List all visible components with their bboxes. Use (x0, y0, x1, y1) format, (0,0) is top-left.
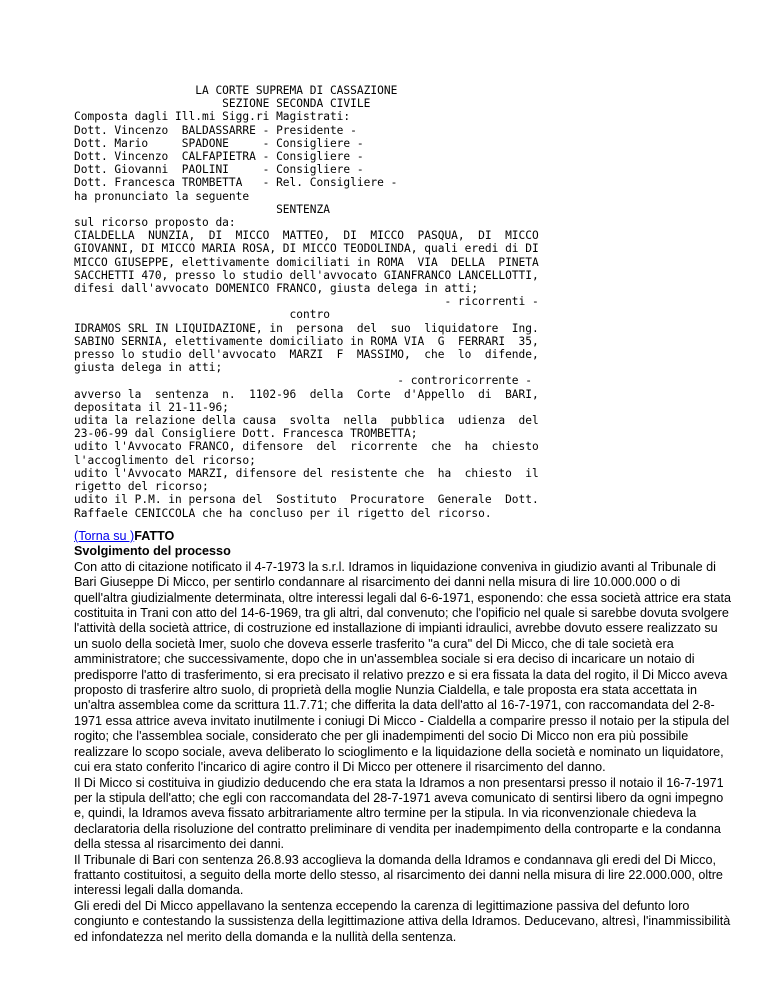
header-line-franco-1: udito l'Avvocato FRANCO, difensore del ricorrente che ha chiesto (74, 440, 539, 454)
header-line-resp-4: giusta delega in atti; (74, 361, 223, 375)
header-line-section: SEZIONE SECONDA CIVILE (74, 97, 371, 111)
fatto-heading-row (74, 529, 734, 544)
header-line-court: LA CORTE SUPREMA DI CASSAZIONE (74, 84, 398, 97)
document-body (74, 529, 734, 945)
header-line-composed: Composta dagli Ill.mi Sigg.ri Magistrati: (74, 110, 351, 124)
header-line-udita-1: udita la relazione della causa svolta nella pubblica udienza del (74, 414, 539, 428)
header-line-ricorso: sul ricorso proposto da: (74, 216, 236, 230)
header-line-resp-1: IDRAMOS SRL IN LIQUIDAZIONE, in persona del suo liquidatore Ing. (74, 321, 539, 335)
header-line-controricorrente: - controricorrente - (74, 374, 533, 388)
header-line-parties-4: SACCHETTI 470, presso lo studio dell'avvocato GIANFRANCO LANCELLOTTI, (74, 268, 539, 282)
paragraph-citazione: Con atto di citazione notificato il 4-7-1973 la s.r.l. Idramos in liquidazione conveniva in giudizio avanti al Tribunale di Bari Giuseppe Di Micco, per sentirlo condannare al risarcimento dei danni nella misura di lire 10.000.000 o di quell'altra giudizialmente determinata, oltre interessi legali dal 6-6-1971, esponendo: che essa società attrice era stata costituita in Trani con atto del 14-6-1969, tra gli altri, dal convenuto; che l'opificio nel quale si sarebbe dovuta svolgere l'attività della società attrice, di costruzione ed installazione di impianti idraulici, avrebbe dovuto essere realizzato su un suolo della società Imer, suolo che doveva esserle trasferito "a cura" del Di Micco, che di tale società era amministratore; che successivamente, dopo che in un'assemblea sociale si era deciso di incaricare un notaio di predisporre l'atto di trasferimento, si era precisato il relativo prezzo e si era fissata la data del rogito, il Di Micco aveva proposto di trasferire altro suolo, di proprietà della moglie Nunzia Cialdella, e tale proposta era stata accettata in un'altra assemblea come da scrittura 11.7.71; che differita la data dell'atto al 16-7-1971, con raccomandata del 2-8-1971 essa attrice aveva invitato inutilmente i coniugi Di Micco - Cialdella a comparire presso il notaio per la stipula del rogito; che l'assemblea sociale, considerato che per gli inadempimenti del socio Di Micco non era più possibile realizzare lo scopo sociale, aveva deliberato lo scioglimento e la liquidazione della società e nominato un liquidatore, cui era stato conferito l'incarico di agire contro il Di Micco per ottenere il risarcimento del danno. (74, 559, 731, 775)
header-line-resp-3: presso lo studio dell'avvocato MARZI F MASSIMO, che lo difende, (74, 348, 539, 362)
header-line-marzi-2: rigetto del ricorso; (74, 480, 209, 494)
header-line-resp-2: SABINO SERNIA, elettivamente domiciliato in ROMA VIA G FERRARI 35, (74, 334, 539, 348)
fatto-heading: FATTO (134, 529, 175, 543)
header-line-parties-1: CIALDELLA NUNZIA, DI MICCO MATTEO, DI MICCO PASQUA, DI MICCO (74, 229, 539, 243)
back-to-top-link[interactable]: (Torna su ) (74, 529, 135, 543)
header-line-udita-2: 23-06-99 dal Consigliere Dott. Francesca TROMBETTA; (74, 427, 418, 441)
paragraph-costituzione: Il Di Micco si costituiva in giudizio deducendo che era stata la Idramos a non presentarsi presso il notaio il 16-7-1971 per la stipula dell'atto; che egli con raccomandata del 28-7-1971 aveva comunicato di sentirsi libero da ogni impegno e, quindi, la Idramos aveva fissato arbitrariamente altro termine per la stipula. In via riconvenzionale chiedeva la declaratoria della risoluzione del contratto preliminare di vendita per inadempimento della controparte e la condanna della stessa al risarcimento dei danni. (74, 775, 724, 852)
header-line-franco-2: l'accoglimento del ricorso; (74, 453, 256, 467)
header-line-judge-3: Dott. Vincenzo CALFAPIETRA - Consigliere - (74, 150, 364, 164)
paragraph-tribunale: Il Tribunale di Bari con sentenza 26.8.93 accoglieva la domanda della Idramos e condannava gli eredi del Di Micco, frattanto costituitosi, a seguito della morte dello stesso, al risarcimento dei danni nella misura di lire 22.000.000, oltre interessi legali dalla domanda. (74, 852, 723, 898)
header-line-parties-5: difesi dall'avvocato DOMENICO FRANCO, giusta delega in atti; (74, 282, 479, 296)
header-line-marzi-1: udito l'Avvocato MARZI, difensore del resistente che ha chiesto il (74, 466, 539, 480)
header-line-sentenza: SENTENZA (74, 202, 330, 216)
header-line-judge-2: Dott. Mario SPADONE - Consigliere - (74, 136, 364, 150)
header-line-parties-2: GIOVANNI, DI MICCO MARIA ROSA, DI MICCO TEODOLINDA, quali eredi di DI (74, 242, 539, 256)
header-line-pm-1: udito il P.M. in persona del Sostituto Procuratore Generale Dott. (74, 493, 539, 507)
header-line-pm-2: Raffaele CENICCOLA che ha concluso per il rigetto del ricorso. (74, 506, 492, 520)
paragraph-appello: Gli eredi del Di Micco appellavano la sentenza eccependo la carenza di legittimazione passiva del defunto loro congiunto e contestando la sussistenza della legittimazione attiva della Idramos. Deducevano, altresì, l'inammissibilità ed infondatezza nel merito della domanda e la nullità della sentenza. (74, 898, 731, 944)
header-line-contro: contro (74, 308, 330, 322)
header-line-ricorrenti: - ricorrenti - (74, 295, 539, 309)
header-line-judge-4: Dott. Giovanni PAOLINI - Consigliere - (74, 163, 364, 177)
header-line-avverso-1: avverso la sentenza n. 1102-96 della Corte d'Appello di BARI, (74, 387, 539, 401)
header-line-pronounced: ha pronunciato la seguente (74, 189, 250, 203)
header-line-avverso-2: depositata il 21-11-96; (74, 400, 229, 414)
header-line-judge-1: Dott. Vincenzo BALDASSARRE - Presidente - (74, 123, 357, 137)
case-header-block (74, 84, 539, 520)
header-line-parties-3: MICCO GIUSEPPE, elettivamente domiciliati in ROMA VIA DELLA PINETA (74, 255, 539, 269)
header-line-judge-5: Dott. Francesca TROMBETTA - Rel. Consigliere - (74, 176, 398, 190)
section-title: Svolgimento del processo (74, 544, 231, 559)
